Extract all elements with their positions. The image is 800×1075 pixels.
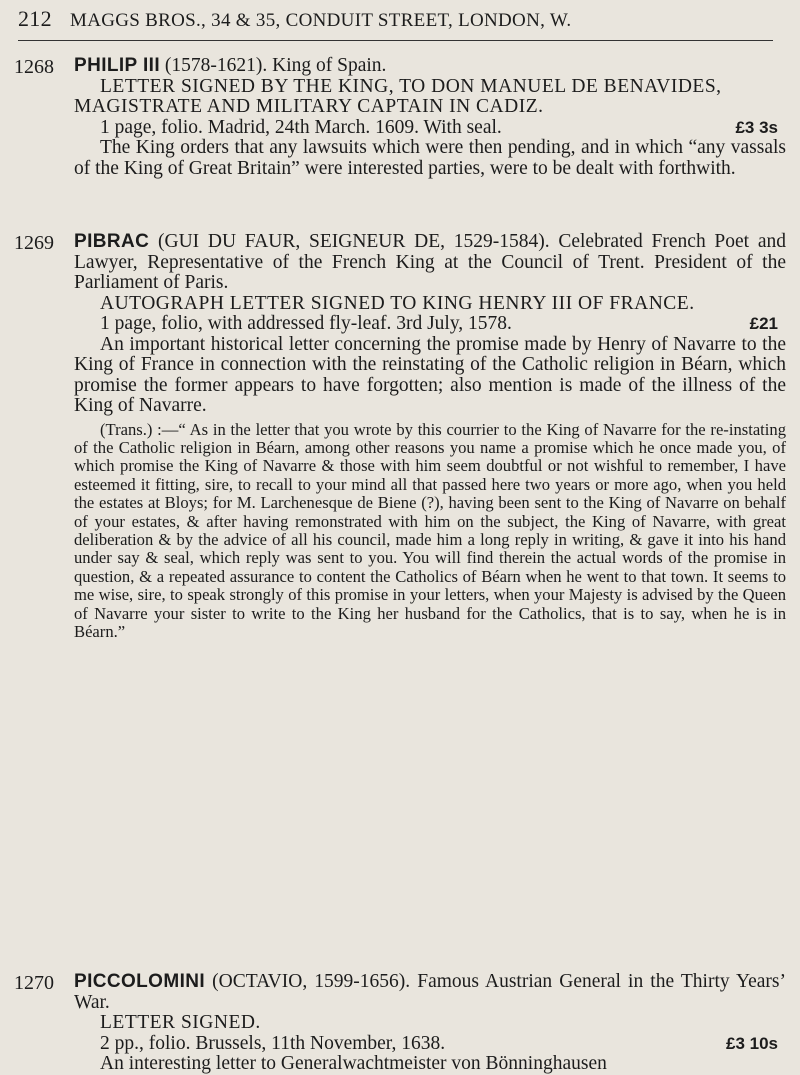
entry-heading bbox=[74, 972, 786, 1013]
price: £21 bbox=[749, 314, 778, 333]
lot-number: 1269 bbox=[14, 232, 54, 254]
entry-heading-rest: (OCTAVIO, 1599-1656). Famous Austrian General in the Thirty Years’ War. bbox=[74, 971, 786, 1013]
entry-name: PHILIP III bbox=[74, 55, 161, 76]
details-text: 1 page, folio. Madrid, 24th March. 1609. With seal. bbox=[100, 116, 502, 138]
entry-heading-rest: (GUI DU FAUR, SEIGNEUR DE, 1529-1584). Celebrated French Poet and Lawyer, Representative of the French King at the Council of Trent. President of the Parliament of Paris. bbox=[74, 231, 786, 293]
lot-number: 1268 bbox=[14, 56, 54, 78]
page-number: 212 bbox=[18, 6, 52, 31]
entry-title: AUTOGRAPH LETTER SIGNED TO KING HENRY III OF FRANCE. bbox=[100, 292, 695, 314]
running-header bbox=[18, 6, 773, 32]
details-text: 1 page, folio, with addressed fly-leaf. 3rd July, 1578. bbox=[100, 313, 512, 334]
entry-heading bbox=[74, 56, 786, 77]
publisher-line: MAGGS BROS., 34 & 35, CONDUIT STREET, LONDON, W. bbox=[70, 10, 572, 31]
entry-description: An important historical letter concerning the promise made by Henry of Navarre to the King of France in connection with the reinstating of the Catholic religion in Béarn, which promise the former appears to have forgotten; also mention is made of the illness of the King of Navarre. bbox=[74, 333, 786, 416]
entry-heading-rest: (1578-1621). King of Spain. bbox=[164, 55, 387, 76]
entry-name: PIBRAC bbox=[74, 231, 150, 252]
entry-name: PICCOLOMINI bbox=[74, 971, 206, 992]
entry-details bbox=[74, 1034, 786, 1055]
entry-details bbox=[74, 314, 786, 335]
entry-description: The King orders that any lawsuits which were then pending, and in which “any vassals of the King of Great Britain” were interested parties, were to be dealt with forthwith. bbox=[74, 137, 786, 179]
lot-number: 1270 bbox=[14, 972, 54, 994]
entry-description: An interesting letter to Generalwachtmeister von Bönninghausen bbox=[100, 1053, 607, 1074]
entry-title: LETTER SIGNED BY THE KING, TO DON MANUEL DE BENAVIDES, MAGISTRATE AND MILITARY CAPTAIN IN CADIZ. bbox=[74, 75, 722, 117]
entry-body bbox=[74, 232, 786, 641]
entry-heading bbox=[74, 232, 786, 294]
entry-title: LETTER SIGNED. bbox=[100, 1012, 261, 1033]
entry-body bbox=[74, 972, 786, 1075]
price: £3 10s bbox=[726, 1033, 778, 1053]
entry-translation: (Trans.) :—“ As in the letter that you wrote by this courrier to the King of Navarre for the re-instating of the Catholic religion in Béarn, among other reasons you name a promise which he once made you, of which promise the King of Navarre & those with him seem doubtful or not wishful to remember, I have esteemed it fitting, sire, to recall to your mind all that passed here two years or more ago, when you held the estates at Bloys; for M. Larchenesque de Biene (?), having been sent to the King of Navarre on behalf of your estates, & after having remonstrated with him on the subject, the King of Navarre, with great deliberation & by the advice of all his council, made him a long reply in writing, & gave it into his hand under say & seal, which reply was sent to you. You will find therein the actual words of the promise in question, & a repeated assurance to content the Catholics of Béarn when he went to that town. It seems to me wise, sire, to speak strongly of this promise in your letters, when your Majesty is advised by the Queen of Navarre your sister to write to the King her husband for the Catholics, that is to say, when he is in Béarn.” bbox=[74, 419, 786, 641]
header-rule bbox=[18, 40, 773, 41]
entry-details bbox=[74, 118, 786, 139]
entry-body bbox=[74, 56, 786, 179]
price: £3 3s bbox=[735, 117, 778, 137]
details-text: 2 pp., folio. Brussels, 11th November, 1638. bbox=[100, 1032, 446, 1054]
